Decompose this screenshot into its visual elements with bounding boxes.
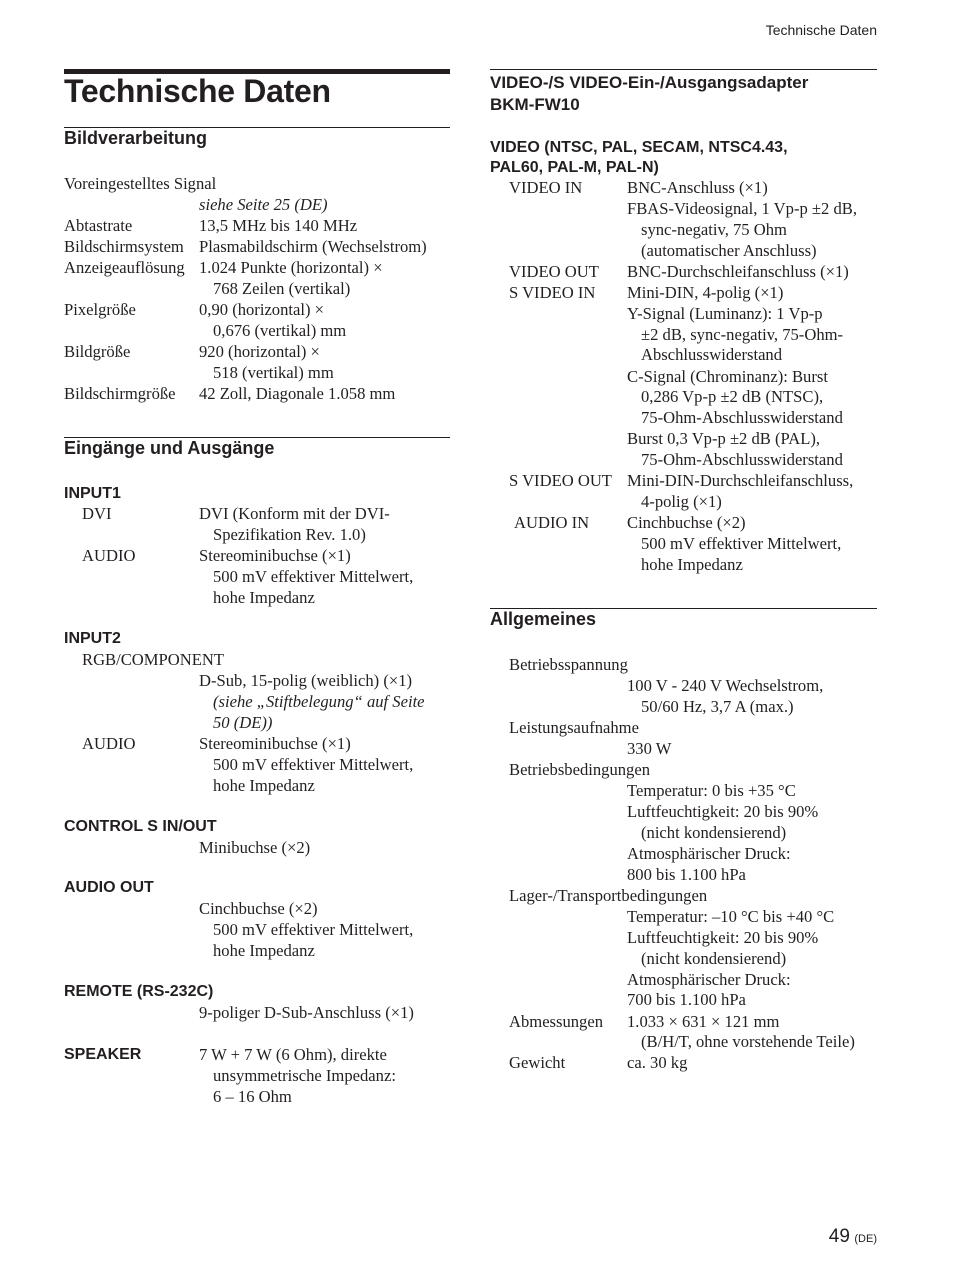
spec-value: Stereominibuchse (×1) bbox=[199, 734, 351, 753]
spec-label: AUDIO bbox=[82, 546, 136, 565]
spec-value: 500 mV effektiver Mittelwert, bbox=[641, 534, 842, 553]
spec-value: hohe Impedanz bbox=[641, 555, 743, 574]
section-heading-allgemeines: Allgemeines bbox=[490, 609, 597, 629]
spec-value: 9-poliger D-Sub-Anschluss (×1) bbox=[199, 1003, 414, 1022]
spec-label: Betriebsspannung bbox=[509, 655, 628, 674]
spec-label: S VIDEO IN bbox=[509, 283, 596, 302]
page-title: Technische Daten bbox=[64, 73, 331, 109]
spec-value: 1.033 × 631 × 121 mm bbox=[627, 1012, 780, 1031]
section-rule bbox=[490, 69, 877, 70]
spec-value: ±2 dB, sync-negativ, 75-Ohm- bbox=[641, 325, 844, 344]
spec-value: hohe Impedanz bbox=[213, 941, 315, 960]
section-heading-adapter-model: BKM-FW10 bbox=[490, 95, 580, 114]
subheading-input1: INPUT1 bbox=[64, 485, 121, 502]
spec-label: VIDEO OUT bbox=[509, 262, 599, 281]
spec-value: Mini-DIN-Durchschleifanschluss, bbox=[627, 471, 854, 490]
subheading-control: CONTROL S IN/OUT bbox=[64, 818, 217, 835]
section-heading-bildverarbeitung: Bildverarbeitung bbox=[64, 128, 208, 148]
spec-value: Cinchbuchse (×2) bbox=[627, 513, 746, 532]
running-header: Technische Daten bbox=[765, 22, 877, 38]
spec-value: Atmosphärischer Druck: bbox=[627, 970, 791, 989]
spec-value: 700 bis 1.100 hPa bbox=[627, 990, 746, 1009]
spec-value: BNC-Durchschleifanschluss (×1) bbox=[627, 262, 849, 281]
spec-value: Y-Signal (Luminanz): 1 Vp-p bbox=[627, 304, 823, 323]
spec-value: (nicht kondensierend) bbox=[641, 823, 787, 842]
spec-label: Anzeigeauflösung bbox=[64, 258, 185, 277]
spec-label: Lager-/Transportbedingungen bbox=[509, 886, 708, 905]
spec-value: 0,676 (vertikal) mm bbox=[213, 321, 347, 340]
spec-value: Burst 0,3 Vp-p ±2 dB (PAL), bbox=[627, 429, 821, 448]
spec-value: 75-Ohm-Abschlusswiderstand bbox=[641, 408, 843, 427]
spec-value: 920 (horizontal) × bbox=[199, 342, 320, 361]
spec-value: (B/H/T, ohne vorstehende Teile) bbox=[641, 1032, 855, 1051]
spec-value: 500 mV effektiver Mittelwert, bbox=[213, 755, 414, 774]
spec-value: 330 W bbox=[627, 739, 672, 758]
page-number-suffix: (DE) bbox=[854, 1233, 877, 1245]
spec-value: 7 W + 7 W (6 Ohm), direkte bbox=[199, 1045, 387, 1064]
spec-value: 1.024 Punkte (horizontal) × bbox=[199, 258, 383, 277]
spec-value: sync-negativ, 75 Ohm bbox=[641, 220, 787, 239]
section-heading-adapter: VIDEO-/S VIDEO-Ein-/Ausgangsadapter bbox=[490, 73, 809, 92]
spec-value: 4-polig (×1) bbox=[641, 492, 722, 511]
spec-value: 0,286 Vp-p ±2 dB (NTSC), bbox=[641, 387, 824, 406]
spec-value: Stereominibuchse (×1) bbox=[199, 546, 351, 565]
spec-value: D-Sub, 15-polig (weiblich) (×1) bbox=[199, 671, 413, 690]
spec-value: DVI (Konform mit der DVI- bbox=[199, 504, 390, 523]
spec-value: Abschlusswiderstand bbox=[641, 345, 783, 364]
spec-label: DVI bbox=[82, 504, 112, 523]
page-number bbox=[829, 1226, 877, 1248]
spec-label: AUDIO IN bbox=[514, 513, 590, 532]
spec-value: Mini-DIN, 4-polig (×1) bbox=[627, 283, 784, 302]
spec-value: Atmosphärischer Druck: bbox=[627, 844, 791, 863]
spec-value: Minibuchse (×2) bbox=[199, 838, 311, 857]
spec-value: ca. 30 kg bbox=[627, 1053, 688, 1072]
spec-value: (siehe „Stiftbelegung“ auf Seite bbox=[213, 692, 425, 711]
spec-value: 50 (DE)) bbox=[213, 713, 273, 732]
spec-value: 100 V - 240 V Wechselstrom, bbox=[627, 676, 824, 695]
spec-label: VIDEO IN bbox=[509, 178, 583, 197]
spec-value: Cinchbuchse (×2) bbox=[199, 899, 318, 918]
spec-value: 75-Ohm-Abschlusswiderstand bbox=[641, 450, 843, 469]
subheading-video-2: PAL60, PAL-M, PAL-N) bbox=[490, 159, 659, 176]
spec-value: siehe Seite 25 (DE) bbox=[199, 195, 328, 214]
spec-label: Abtastrate bbox=[64, 216, 133, 235]
spec-label: Pixelgröße bbox=[64, 300, 136, 319]
spec-label: RGB/COMPONENT bbox=[82, 650, 224, 669]
spec-value: BNC-Anschluss (×1) bbox=[627, 178, 768, 197]
spec-value: 768 Zeilen (vertikal) bbox=[213, 279, 351, 298]
spec-value: Temperatur: –10 °C bis +40 °C bbox=[627, 907, 835, 926]
spec-value: unsymmetrische Impedanz: bbox=[213, 1066, 396, 1085]
spec-value: 500 mV effektiver Mittelwert, bbox=[213, 920, 414, 939]
spec-label: Gewicht bbox=[509, 1053, 566, 1072]
spec-label: Leistungsaufnahme bbox=[509, 718, 639, 737]
spec-value: (nicht kondensierend) bbox=[641, 949, 787, 968]
spec-value: Luftfeuchtigkeit: 20 bis 90% bbox=[627, 928, 819, 947]
subheading-input2: INPUT2 bbox=[64, 630, 121, 647]
spec-value: 13,5 MHz bis 140 MHz bbox=[199, 216, 358, 235]
spec-value: 800 bis 1.100 hPa bbox=[627, 865, 746, 884]
subheading-audioout: AUDIO OUT bbox=[64, 879, 154, 896]
spec-value: Temperatur: 0 bis +35 °C bbox=[627, 781, 796, 800]
spec-value: C-Signal (Chrominanz): Burst bbox=[627, 367, 828, 386]
spec-value: 518 (vertikal) mm bbox=[213, 363, 334, 382]
spec-value: 6 – 16 Ohm bbox=[213, 1087, 292, 1106]
subheading-video: VIDEO (NTSC, PAL, SECAM, NTSC4.43, bbox=[490, 139, 788, 156]
spec-label: Voreingestelltes Signal bbox=[64, 174, 217, 193]
spec-value: Spezifikation Rev. 1.0) bbox=[213, 525, 366, 544]
spec-value: (automatischer Anschluss) bbox=[641, 241, 817, 260]
spec-label: Bildgröße bbox=[64, 342, 131, 361]
subheading-remote: REMOTE (RS-232C) bbox=[64, 983, 214, 1000]
page-number-value: 49 bbox=[828, 1226, 850, 1247]
spec-label: Bildschirmgröße bbox=[64, 384, 176, 403]
section-heading-io: Eingänge und Ausgänge bbox=[64, 438, 275, 458]
subheading-speaker: SPEAKER bbox=[64, 1046, 142, 1063]
spec-label: AUDIO bbox=[82, 734, 136, 753]
spec-label: Betriebsbedingungen bbox=[509, 760, 651, 779]
spec-value: 500 mV effektiver Mittelwert, bbox=[213, 567, 414, 586]
spec-label: S VIDEO OUT bbox=[509, 471, 612, 490]
spec-value: 42 Zoll, Diagonale 1.058 mm bbox=[199, 384, 396, 403]
spec-value: 50/60 Hz, 3,7 A (max.) bbox=[641, 697, 794, 716]
spec-label: Abmessungen bbox=[509, 1012, 604, 1031]
spec-value: hohe Impedanz bbox=[213, 588, 315, 607]
spec-value: FBAS-Videosignal, 1 Vp-p ±2 dB, bbox=[627, 199, 857, 218]
spec-value: 0,90 (horizontal) × bbox=[199, 300, 325, 319]
spec-value: Plasmabildschirm (Wechselstrom) bbox=[199, 237, 427, 256]
spec-value: hohe Impedanz bbox=[213, 776, 315, 795]
spec-value: Luftfeuchtigkeit: 20 bis 90% bbox=[627, 802, 819, 821]
spec-label: Bildschirmsystem bbox=[64, 237, 184, 256]
